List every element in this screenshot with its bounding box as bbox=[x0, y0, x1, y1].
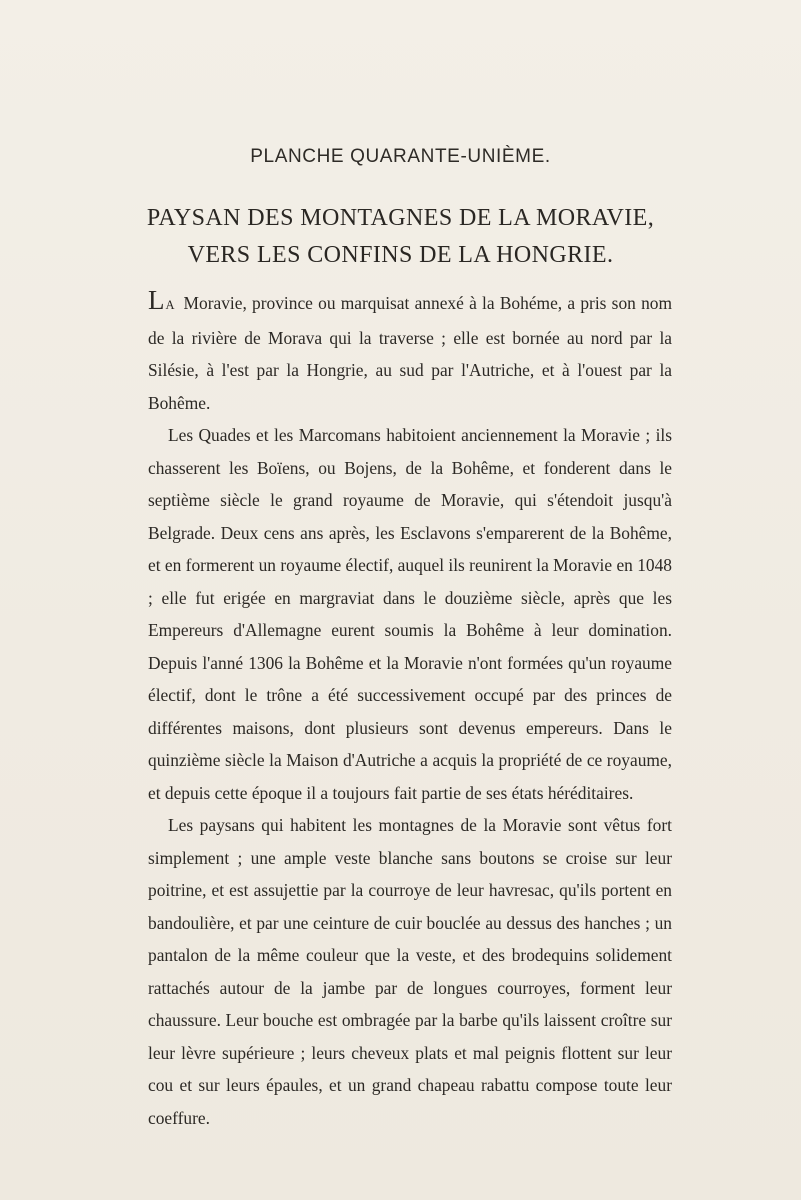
small-cap: A bbox=[165, 298, 176, 312]
plate-heading: PLANCHE QUARANTE-UNIÈME. bbox=[250, 146, 551, 167]
paragraph-1 bbox=[148, 284, 672, 419]
page-title bbox=[0, 200, 801, 274]
paragraph-1-text: Moravie, province ou marquisat annexé à la Bohéme, a pris son nom de la rivière de Morava qui la traverse ; elle est bornée au nord par la Silésie, à l'est par la Hongrie, au sud par l'Autriche, et à l'ouest par la Bohême. bbox=[148, 293, 672, 413]
drop-cap: L bbox=[148, 285, 166, 315]
title-line-1: PAYSAN DES MONTAGNES DE LA MORAVIE, bbox=[146, 205, 655, 231]
title-line-2: VERS LES CONFINS DE LA HONGRIE. bbox=[187, 242, 614, 268]
paragraph-3: Les paysans qui habitent les montagnes de la Moravie sont vêtus fort simplement ; une ample veste blanche sans boutons se croise sur leur poitrine, et est assujettie par la courroye de leur havresac, qu'ils portent en bandoulière, et par une ceinture de cuir bouclée au dessus des hanches ; un pantalon de la même couleur que la veste, et des brodequins solidement rattachés autour de la jambe par de longues courroyes, forment leur chaussure. Leur bouche est ombragée par la barbe qu'ils laissent croître sur leur lèvre supérieure ; leurs cheveux plats et mal peignis flottent sur leur cou et sur leurs épaules, et un grand chapeau rabattu compose toute leur coeffure. bbox=[148, 815, 672, 1128]
body-text bbox=[148, 284, 672, 1134]
paragraph-2: Les Quades et les Marcomans habitoient anciennement la Moravie ; ils chasserent les Boïens, ou Bojens, de la Bohême, et fonderent dans le septième siècle le grand royaume de Moravie, qui s'étendoit jusqu'à Belgrade. Deux cens ans après, les Esclavons s'emparerent de la Bohême, et en formerent un royaume électif, auquel ils reunirent la Moravie en 1048 ; elle fut erigée en margraviat dans le douzième siècle, après que les Empereurs d'Allemagne eurent soumis la Bohême à leur domination. Depuis l'anné 1306 la Bohême et la Moravie n'ont formées qu'un royaume électif, dont le trône a été successivement occupé par des princes de différentes maisons, dont plusieurs sont devenus empereurs. Dans le quinzième siècle la Maison d'Autriche a acquis la propriété de ce royaume, et depuis cette époque il a toujours fait partie de ses états héréditaires. bbox=[148, 425, 672, 803]
